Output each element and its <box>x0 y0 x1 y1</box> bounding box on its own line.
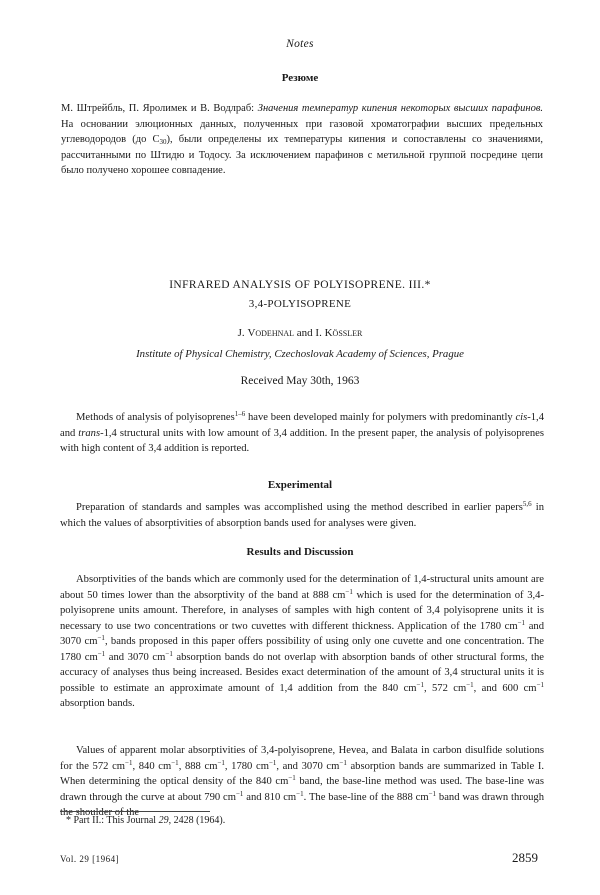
text-run: , 2428 (1964). <box>168 815 226 826</box>
received-date: Received May 30th, 1963 <box>240 375 360 387</box>
article-title: INFRARED ANALYSIS OF POLYISOPRENE. III.* <box>169 279 431 291</box>
running-head: Notes <box>286 38 314 50</box>
text-run: , 1780 cm <box>224 760 269 772</box>
results-paragraph-2 <box>60 743 544 821</box>
text-run: Absorptivities of the bands which are commonly used for the determination of 1,4-structural units amount are about 50 times lower than the absorptivity of the band at 888 cm <box>60 574 544 601</box>
unit-exponent: −1 <box>517 618 526 627</box>
text-run: which is used for the determination of 3,4-polyisoprene units amount. Therefore, in analyses of samples with high content of 3,4 polyisoprene units it is necessary to use two concentrations or two cuvettes with different thickness. Application of the 1780 cm <box>60 589 544 632</box>
text-run: , and 3070 cm <box>276 760 340 772</box>
text-run: and 3070 cm <box>105 651 166 663</box>
text-run: . The base-line of the 888 cm <box>303 791 429 803</box>
unit-exponent: −1 <box>288 774 296 782</box>
unit-exponent: −1 <box>428 789 437 798</box>
footnote <box>66 815 536 826</box>
text-run: , bands proposed in this paper offers possibility of using only one cuvette and one concentration. The 1780 cm <box>60 636 545 663</box>
section-heading-results: Results and Discussion <box>246 546 354 558</box>
author-affiliation: Institute of Physical Chemistry, Czechoslovak Academy of Sciences, Prague <box>136 348 464 360</box>
unit-exponent: −1 <box>339 758 347 767</box>
author-surname-1: Vodehnal <box>247 327 295 339</box>
unit-exponent: −1 <box>416 680 424 689</box>
unit-exponent: −1 <box>97 634 105 642</box>
text-run: , 888 cm <box>178 760 218 772</box>
author-initial-1: J. <box>237 327 248 339</box>
resume-title: Значения температур кипения некоторых высших парафинов. <box>257 103 544 114</box>
text-run: band, the base-line method was used. The base-line was drawn through the curve at about 790 cm <box>60 776 544 803</box>
footnote-divider <box>60 811 210 812</box>
unit-exponent: −1 <box>125 758 133 767</box>
intro-paragraph <box>60 410 544 457</box>
experimental-paragraph <box>60 500 544 531</box>
text-run: and 3070 cm <box>60 620 544 647</box>
results-paragraph-1 <box>60 572 544 712</box>
page-number: 2859 <box>512 850 538 865</box>
text-run: in which the values of absorptivities of absorption bands used for analyses were given. <box>60 502 544 529</box>
text-run: have been developed mainly for polymers with predominantly <box>245 412 516 423</box>
text-run: -1,4 structural units with low amount of 3,4 addition. In the present paper, the analysis of polyisoprenes with high content of 3,4 addition is reported. <box>60 427 544 454</box>
journal-volume-footer: Vol. 29 [1964] <box>60 854 120 864</box>
text-run: Values of apparent molar absorptivities of 3,4-polyisoprene, Hevea, and Balata in carbon disulfide solutions for the 572 cm <box>60 745 544 772</box>
unit-exponent: −1 <box>268 758 277 767</box>
text-run: -1,4 and <box>60 412 545 439</box>
resume-body: На основании элюционных данных, полученных при газовой хроматографии высших предельных углеводородов (до C <box>61 118 543 145</box>
text-run: absorption bands are summarized in Table I. When determining the optical density of the 840 cm <box>60 760 544 787</box>
resume-heading: Резюме <box>281 72 319 84</box>
text-run: absorption bands. <box>60 698 135 709</box>
text-run: trans <box>78 427 101 439</box>
unit-exponent: −1 <box>296 789 304 798</box>
text-run: and 810 cm <box>243 791 297 803</box>
text-run: , and 600 cm <box>473 682 537 694</box>
section-heading-experimental: Experimental <box>267 479 333 491</box>
article-subtitle: 3,4-POLYISOPRENE <box>248 298 352 310</box>
unit-exponent: −1 <box>171 758 179 767</box>
unit-exponent: −1 <box>536 680 545 689</box>
unit-exponent: −1 <box>97 649 106 658</box>
unit-exponent: −1 <box>165 649 173 658</box>
text-run: Preparation of standards and samples was accomplished using the method described in earlier papers <box>76 502 523 513</box>
resume-body-end: ), были определены их температуры кипения и сопоставлены со значениями, рассчитанными по Штидю и Тодосу. За исключением парафинов с метильной группой посредине цепи было получено хорошее совпадение. <box>61 134 543 176</box>
author-initial-2: and I. <box>294 327 325 339</box>
resume-paragraph <box>61 101 543 179</box>
unit-exponent: −1 <box>235 789 244 798</box>
text-run: , 572 cm <box>424 682 467 694</box>
unit-exponent: −1 <box>466 680 474 689</box>
text-run: cis <box>515 412 528 423</box>
article-authors <box>0 327 600 339</box>
text-run: band was drawn through the shoulder of the <box>60 791 545 818</box>
unit-exponent: −1 <box>217 758 225 767</box>
author-surname-2: Kössler <box>324 327 363 339</box>
text-run: Methods of analysis of polyisoprenes <box>76 412 235 423</box>
unit-exponent: −1 <box>345 587 353 596</box>
reference-superscript: 5,6 <box>522 500 532 508</box>
reference-superscript: 1–6 <box>234 410 246 418</box>
text-run: * Part II.: This Journal <box>66 815 159 826</box>
text-run: , 840 cm <box>132 760 172 772</box>
resume-authors: М. Штрейбль, П. Яролимек и В. Водлраб: <box>61 103 255 114</box>
resume-subscript: 30 <box>159 138 167 146</box>
footnote-volume: 29 <box>158 815 169 826</box>
text-run: absorption bands do not overlap with absorption bands of other structural forms, the accuracy of analyses thus being increased. Besides exact determination of the amount of 3,4 structural units it is possible to estimate an approximate amount of 1,4 addition from the 840 cm <box>60 651 544 694</box>
